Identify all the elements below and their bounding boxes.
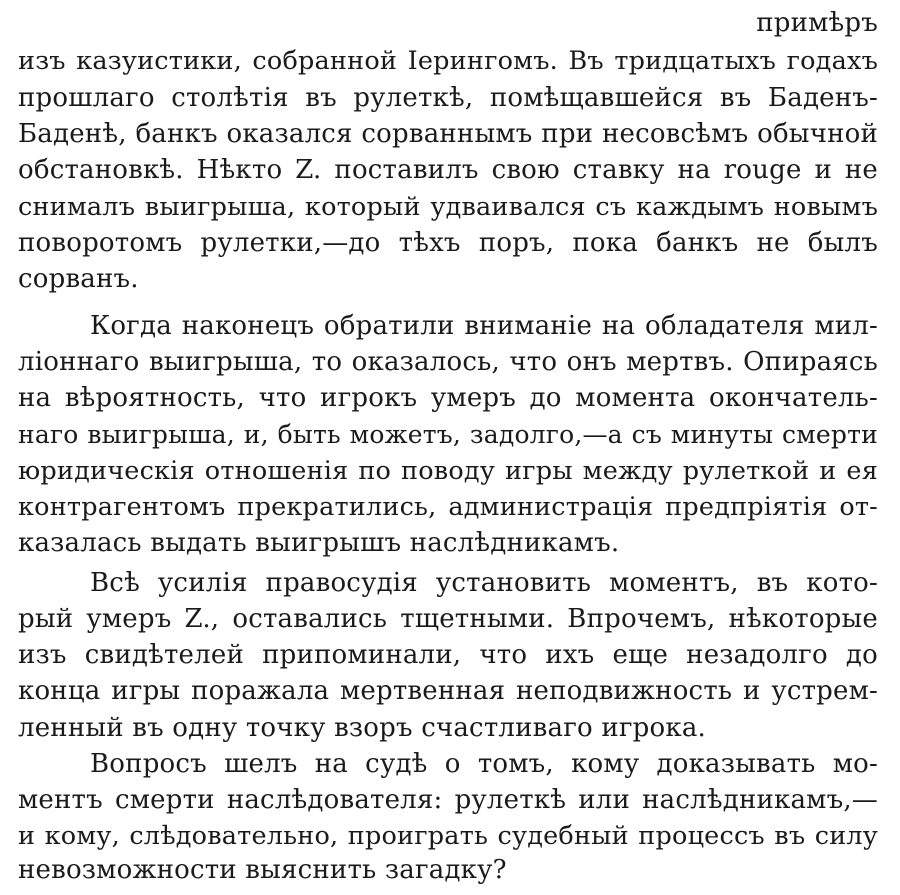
- text-line: казалась выдать выигрышъ наслѣдникамъ.: [18, 528, 620, 558]
- text-line: поворотомъ рулетки,—до тѣхъ поръ, пока банкъ не былъ: [18, 228, 878, 258]
- text-line: конца игры поражала мертвенная неподвижность и устрем-: [18, 676, 878, 706]
- text-line: сорванъ.: [18, 264, 139, 294]
- text-line: ліоннаго выигрыша, то оказалось, что онъ мертвъ. Опираясь: [18, 347, 878, 377]
- text-line: ментъ смерти наслѣдователя: рулеткѣ или наслѣдникамъ,—: [18, 785, 878, 815]
- text-line: невозможности выяснить загадку?: [18, 855, 507, 885]
- text-line: Когда наконецъ обратили вниманіе на обладателя мил-: [90, 311, 878, 341]
- text-line: обстановкѣ. Нѣкто Z. поставилъ свою ставку на rouge и не: [18, 155, 878, 185]
- text-line: Баденѣ, банкъ оказался сорваннымъ при несовсѣмъ обычной: [18, 119, 878, 149]
- text-line: контрагентомъ прекратились, администрація предпріятія от-: [18, 492, 878, 522]
- text-line: Вопросъ шелъ на судѣ о томъ, кому доказывать мо-: [90, 749, 878, 779]
- text-line: на вѣроятность, что игрокъ умеръ до момента окончатель-: [18, 383, 878, 413]
- text-line: прошлаго столѣтія въ рулеткѣ, помѣщавшейся въ Баденъ-: [18, 83, 878, 113]
- text-line: и кому, слѣдовательно, проиграть судебный процессъ въ силу: [18, 821, 878, 851]
- text-line: наго выигрыша, и, быть можетъ, задолго,—а съ минуты смерти: [18, 420, 878, 449]
- text-line: Всѣ усилія правосудія установить моментъ, въ кото-: [90, 568, 878, 598]
- text-line: ленный въ одну точку взоръ счастливаго игрока.: [18, 713, 706, 743]
- text-line: изъ свидѣтелей припоминали, что ихъ еще незадолго до: [18, 640, 878, 670]
- text-line: рый умеръ Z., оставались тщетными. Впрочемъ, нѣкоторые: [18, 604, 878, 634]
- text-line: изъ казуистики, собранной Іерингомъ. Въ тридцатыхъ годахъ: [18, 46, 878, 76]
- text-line: снималъ выигрыша, который удваивался съ каждымъ новымъ: [18, 192, 878, 222]
- text-line: примѣръ: [756, 8, 878, 38]
- text-line: юридическія отношенія по поводу игры между рулеткой и ея: [18, 456, 878, 486]
